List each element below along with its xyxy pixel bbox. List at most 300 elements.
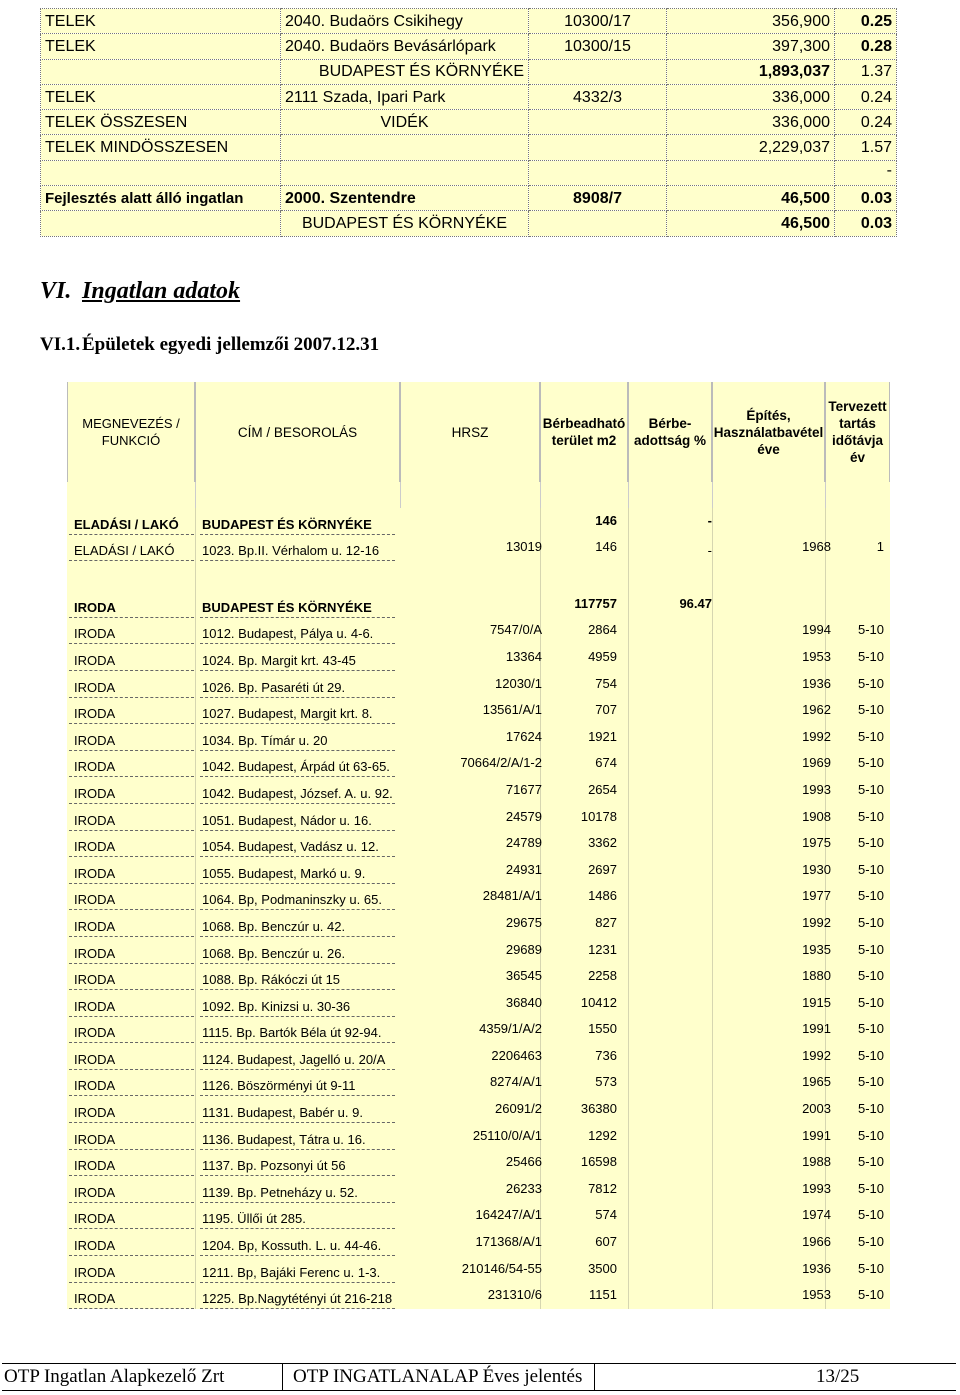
cell-year: 1991	[802, 1021, 831, 1037]
cell-year	[717, 591, 831, 618]
summary-cell-location: 2040. Budaörs Csikihegy	[281, 9, 529, 34]
summary-cell-category: TELEK	[41, 34, 281, 59]
summary-cell-category: TELEK	[41, 84, 281, 109]
cell-address: 1139. Bp. Petneházy u. 52.	[202, 1184, 358, 1200]
cell-occupancy	[622, 1123, 712, 1150]
summary-cell-location	[281, 160, 529, 185]
cell-area: 573	[595, 1074, 617, 1090]
cell-address: 1225. Bp.Nagytétényi út 216-218	[202, 1291, 393, 1307]
cell-address: 1137. Bp. Pozsonyi út 56	[202, 1158, 346, 1174]
cell-year: 1880	[802, 968, 831, 984]
cell-lease-term	[827, 508, 884, 535]
cell-year: 1962	[802, 702, 831, 718]
subsection-heading	[40, 334, 379, 356]
cell-area: 10178	[580, 808, 617, 824]
cell-area: 827	[595, 914, 617, 930]
cell-address: BUDAPEST ÉS KÖRNYÉKE	[202, 516, 372, 532]
header-name: MEGNEVEZÉS / FUNKCIÓ	[67, 382, 195, 482]
summary-cell-category: TELEK MINDÖSSZESEN	[41, 135, 281, 160]
table-row	[67, 1283, 890, 1310]
cell-lease-term: 5-10	[857, 755, 884, 771]
cell-year: 1935	[802, 941, 831, 957]
cell-function: IRODA	[74, 1238, 116, 1254]
cell-occupancy	[622, 964, 712, 991]
cell-address: 1092. Bp. Kinizsi u. 30-36	[202, 998, 351, 1014]
cell-hrsz: 2206463	[491, 1047, 542, 1063]
cell-address: 1051. Budapest, Nádor u. 16.	[202, 812, 372, 828]
summary-cell-category	[41, 211, 281, 236]
cell-occupancy	[622, 937, 712, 964]
summary-row	[41, 135, 897, 160]
summary-cell-location: BUDAPEST ÉS KÖRNYÉKE	[281, 211, 529, 236]
cell-address: 1042. Budapest, Árpád út 63-65.	[202, 759, 390, 775]
footer-page-number: 13/25	[816, 1366, 860, 1387]
cell-address: 1027. Budapest, Margit krt. 8.	[202, 706, 373, 722]
table-row	[67, 857, 890, 884]
cell-function: ELADÁSI / LAKÓ	[74, 543, 175, 559]
header-address: CÍM / BESOROLÁS	[195, 382, 400, 482]
cell-year: 1974	[802, 1207, 831, 1223]
cell-area: 736	[595, 1047, 617, 1063]
cell-occupancy	[622, 751, 712, 778]
header-year: Építés, Használatbavétel éve	[712, 382, 825, 482]
cell-year: 1953	[802, 1287, 831, 1303]
cell-year: 1991	[802, 1127, 831, 1143]
group-row	[67, 508, 890, 535]
cell-function: IRODA	[74, 1291, 116, 1307]
cell-lease-term: 5-10	[857, 808, 884, 824]
cell-year: 1953	[802, 648, 831, 664]
cell-address: BUDAPEST ÉS KÖRNYÉKE	[202, 599, 372, 615]
cell-occupancy	[622, 831, 712, 858]
cell-occupancy	[622, 1150, 712, 1177]
cell-occupancy	[622, 1283, 712, 1310]
cell-function: IRODA	[74, 679, 116, 695]
cell-function: IRODA	[74, 918, 116, 934]
cell-function: IRODA	[74, 1078, 116, 1094]
cell-occupancy: -	[707, 543, 712, 559]
table-row	[67, 884, 890, 911]
summary-row	[41, 84, 897, 109]
summary-cell-category	[41, 160, 281, 185]
cell-lease-term: 5-10	[857, 1101, 884, 1117]
spacer-row	[67, 561, 890, 591]
table-row	[67, 910, 890, 937]
header-lease: Tervezett tartás időtávja év	[825, 382, 890, 482]
cell-address: 1115. Bp. Bartók Béla út 92-94.	[202, 1025, 382, 1041]
table-row	[67, 990, 890, 1017]
cell-lease-term: 1	[876, 539, 884, 555]
cell-area: 3362	[588, 835, 617, 851]
cell-function: IRODA	[74, 1264, 116, 1280]
cell-address: 1068. Bp. Benczúr u. 26.	[202, 945, 346, 961]
summary-cell-percent: 0.25	[835, 9, 897, 34]
cell-hrsz: 25466	[505, 1154, 542, 1170]
cell-function: IRODA	[74, 1051, 116, 1067]
cell-year: 1966	[802, 1234, 831, 1250]
cell-address: 1131. Budapest, Babér u. 9.	[202, 1105, 363, 1121]
table-row	[67, 831, 890, 858]
cell-hrsz: 36840	[505, 994, 542, 1010]
cell-address: 1126. Böszörményi út 9-11	[202, 1078, 356, 1094]
cell-area: 10412	[580, 994, 617, 1010]
cell-hrsz: 29675	[505, 914, 542, 930]
footer-company: OTP Ingatlan Alapkezelő Zrt	[4, 1366, 225, 1387]
cell-area: 1550	[588, 1021, 617, 1037]
cell-area: 754	[595, 675, 617, 691]
cell-year: 1936	[802, 1260, 831, 1276]
cell-hrsz: 4359/1/A/2	[479, 1021, 542, 1037]
cell-hrsz: 231310/6	[487, 1287, 542, 1303]
cell-lease-term: 5-10	[857, 1287, 884, 1303]
section-title: Ingatlan adatok	[82, 278, 241, 304]
section-heading	[40, 278, 240, 305]
cell-area: 2697	[588, 861, 617, 877]
summary-cell-percent: 0.28	[835, 34, 897, 59]
cell-area: 607	[595, 1234, 617, 1250]
cell-hrsz: 28481/A/1	[482, 888, 542, 904]
cell-hrsz: 13561/A/1	[482, 702, 542, 718]
cell-address: 1195. Üllői út 285.	[202, 1211, 306, 1227]
summary-row	[41, 211, 897, 236]
summary-row	[41, 34, 897, 59]
cell-hrsz: 210146/54-55	[461, 1260, 542, 1276]
cell-year: 2003	[802, 1101, 831, 1117]
cell-occupancy	[622, 671, 712, 698]
cell-hrsz: 25110/0/A/1	[472, 1127, 542, 1143]
building-table-body	[67, 508, 890, 1309]
cell-function: IRODA	[74, 652, 116, 668]
cell-hrsz: 24931	[505, 861, 542, 877]
cell-hrsz: 70664/2/A/1-2	[460, 755, 542, 771]
cell-year: 1992	[802, 914, 831, 930]
table-row	[67, 1043, 890, 1070]
cell-hrsz: 13364	[505, 648, 542, 664]
summary-cell-value	[667, 160, 835, 185]
cell-address: 1054. Budapest, Vadász u. 12.	[202, 839, 379, 855]
cell-year: 1908	[802, 808, 831, 824]
table-row	[67, 1256, 890, 1283]
page-footer	[2, 1363, 956, 1391]
summary-cell-location: VIDÉK	[281, 110, 529, 135]
table-row	[67, 964, 890, 991]
cell-address: 1012. Budapest, Pálya u. 4-6.	[202, 626, 374, 642]
summary-row	[41, 110, 897, 135]
summary-cell-value: 1,893,037	[667, 59, 835, 84]
cell-function: IRODA	[74, 1158, 116, 1174]
summary-cell-value: 2,229,037	[667, 135, 835, 160]
cell-hrsz	[407, 591, 542, 618]
cell-occupancy	[622, 698, 712, 725]
cell-function: IRODA	[74, 599, 116, 615]
cell-hrsz: 12030/1	[495, 675, 542, 691]
table-row	[67, 1176, 890, 1203]
cell-year: 1930	[802, 861, 831, 877]
cell-lease-term: 5-10	[857, 1260, 884, 1276]
summary-row	[41, 160, 897, 185]
cell-hrsz: 7547/0/A	[489, 622, 542, 638]
summary-cell-value: 356,900	[667, 9, 835, 34]
cell-function: IRODA	[74, 998, 116, 1014]
cell-hrsz: 13019	[505, 539, 542, 555]
cell-function: IRODA	[74, 972, 116, 988]
cell-occupancy	[622, 857, 712, 884]
summary-cell-percent: 0.24	[835, 110, 897, 135]
cell-occupancy	[622, 777, 712, 804]
summary-cell-category	[41, 59, 281, 84]
cell-address: 1023. Bp.II. Vérhalom u. 12-16	[202, 543, 380, 559]
cell-area: 36380	[580, 1101, 617, 1117]
cell-lease-term: 5-10	[857, 1127, 884, 1143]
table-row	[67, 1017, 890, 1044]
cell-address: 1064. Bp, Podmaninszky u. 65.	[202, 892, 382, 908]
cell-lease-term: 5-10	[857, 728, 884, 744]
cell-lease-term: 5-10	[857, 1047, 884, 1063]
summary-cell-hrsz: 10300/17	[529, 9, 667, 34]
subsection-title: Épületek egyedi jellemzői 2007.12.31	[82, 334, 380, 355]
cell-hrsz: 29689	[505, 941, 542, 957]
cell-year: 1975	[802, 835, 831, 851]
cell-function: IRODA	[74, 1184, 116, 1200]
table-row	[67, 1229, 890, 1256]
table-row	[67, 724, 890, 751]
summary-cell-percent: 0.03	[835, 186, 897, 211]
cell-occupancy: -	[707, 512, 712, 528]
cell-occupancy	[622, 1017, 712, 1044]
cell-function: ELADÁSI / LAKÓ	[74, 516, 179, 532]
cell-address: 1042. Budapest, József. A. u. 92.	[202, 785, 393, 801]
summary-cell-percent: 1.37	[835, 59, 897, 84]
building-table-header	[67, 382, 890, 482]
cell-area: 146	[595, 539, 617, 555]
summary-cell-value: 336,000	[667, 110, 835, 135]
cell-year: 1936	[802, 675, 831, 691]
cell-occupancy	[622, 884, 712, 911]
table-row	[67, 1150, 890, 1177]
cell-address: 1124. Budapest, Jagelló u. 20/A	[202, 1051, 386, 1067]
summary-cell-location: BUDAPEST ÉS KÖRNYÉKE	[281, 59, 529, 84]
table-row	[67, 1123, 890, 1150]
table-row	[67, 804, 890, 831]
cell-year: 1965	[802, 1074, 831, 1090]
cell-occupancy	[622, 1176, 712, 1203]
cell-year: 1968	[802, 539, 831, 555]
cell-occupancy	[622, 724, 712, 751]
cell-hrsz: 171368/A/1	[475, 1234, 542, 1250]
cell-function: IRODA	[74, 785, 116, 801]
cell-function: IRODA	[74, 706, 116, 722]
cell-address: 1088. Bp. Rákóczi út 15	[202, 972, 341, 988]
cell-area: 16598	[580, 1154, 617, 1170]
cell-address: 1068. Bp. Benczúr u. 42.	[202, 918, 346, 934]
cell-lease-term: 5-10	[857, 888, 884, 904]
cell-lease-term: 5-10	[857, 914, 884, 930]
cell-occupancy	[622, 990, 712, 1017]
footer-report: OTP INGATLANALAP Éves jelentés	[293, 1366, 583, 1387]
cell-year: 1977	[802, 888, 831, 904]
summary-cell-percent: 0.03	[835, 211, 897, 236]
summary-row	[41, 186, 897, 211]
cell-lease-term	[827, 591, 884, 618]
summary-cell-category: Fejlesztés alatt álló ingatlan	[41, 186, 281, 211]
cell-occupancy: 96.47	[679, 595, 712, 611]
cell-occupancy	[622, 804, 712, 831]
cell-lease-term: 5-10	[857, 1154, 884, 1170]
cell-hrsz: 17624	[505, 728, 542, 744]
summary-cell-hrsz	[529, 110, 667, 135]
cell-function: IRODA	[74, 1211, 116, 1227]
table-row	[67, 644, 890, 671]
cell-occupancy	[622, 644, 712, 671]
table-row	[67, 777, 890, 804]
header-area: Bérbeadható terület m2	[540, 382, 628, 482]
cell-lease-term: 5-10	[857, 941, 884, 957]
table-row	[67, 1070, 890, 1097]
table-row	[67, 671, 890, 698]
cell-year: 1994	[802, 622, 831, 638]
cell-area: 2258	[588, 968, 617, 984]
cell-area: 1151	[589, 1287, 617, 1303]
table-row	[67, 937, 890, 964]
header-occupancy: Bérbe-adottság %	[628, 382, 712, 482]
cell-hrsz: 164247/A/1	[475, 1207, 542, 1223]
cell-area: 674	[595, 755, 617, 771]
cell-occupancy	[622, 1043, 712, 1070]
cell-area: 3500	[588, 1260, 617, 1276]
summary-cell-hrsz	[529, 160, 667, 185]
summary-cell-value: 397,300	[667, 34, 835, 59]
cell-function: IRODA	[74, 812, 116, 828]
cell-occupancy	[622, 1256, 712, 1283]
summary-cell-category: TELEK	[41, 9, 281, 34]
cell-function: IRODA	[74, 865, 116, 881]
cell-lease-term: 5-10	[857, 781, 884, 797]
cell-function: IRODA	[74, 626, 116, 642]
cell-occupancy	[622, 618, 712, 645]
summary-cell-hrsz	[529, 59, 667, 84]
summary-cell-value: 46,500	[667, 211, 835, 236]
cell-lease-term: 5-10	[857, 861, 884, 877]
cell-lease-term: 5-10	[857, 622, 884, 638]
section-number: VI.	[40, 278, 72, 304]
summary-cell-location: 2000. Szentendre	[281, 186, 529, 211]
cell-address: 1026. Bp. Pasaréti út 29.	[202, 679, 346, 695]
cell-area: 2654	[588, 781, 617, 797]
cell-hrsz: 8274/A/1	[489, 1074, 542, 1090]
table-row	[67, 751, 890, 778]
cell-lease-term: 5-10	[857, 968, 884, 984]
cell-lease-term: 5-10	[857, 702, 884, 718]
cell-function: IRODA	[74, 839, 116, 855]
cell-area: 574	[595, 1207, 617, 1223]
cell-lease-term: 5-10	[857, 1180, 884, 1196]
summary-cell-location: 2111 Szada, Ipari Park	[281, 84, 529, 109]
cell-lease-term: 5-10	[857, 1021, 884, 1037]
cell-address: 1211. Bp, Bajáki Ferenc u. 1-3.	[202, 1264, 381, 1280]
cell-occupancy	[622, 910, 712, 937]
cell-address: 1204. Bp, Kossuth. L. u. 44-46.	[202, 1238, 382, 1254]
cell-occupancy	[622, 1203, 712, 1230]
cell-function: IRODA	[74, 892, 116, 908]
cell-lease-term: 5-10	[857, 1074, 884, 1090]
cell-lease-term: 5-10	[857, 675, 884, 691]
summary-cell-category: TELEK ÖSSZESEN	[41, 110, 281, 135]
cell-lease-term: 5-10	[857, 1207, 884, 1223]
cell-function: IRODA	[74, 759, 116, 775]
header-hrsz: HRSZ	[400, 382, 540, 482]
cell-year: 1969	[802, 755, 831, 771]
summary-cell-location	[281, 135, 529, 160]
table-row	[67, 1096, 890, 1123]
cell-year: 1993	[802, 1180, 831, 1196]
cell-year: 1988	[802, 1154, 831, 1170]
cell-area: 1292	[588, 1127, 617, 1143]
cell-area: 117757	[574, 595, 617, 611]
property-summary-table	[40, 8, 897, 237]
table-row	[67, 535, 890, 562]
cell-area: 1921	[588, 728, 617, 744]
group-row	[67, 591, 890, 618]
cell-year: 1992	[802, 728, 831, 744]
cell-area: 146	[595, 512, 617, 528]
summary-cell-hrsz: 10300/15	[529, 34, 667, 59]
cell-year: 1915	[802, 994, 831, 1010]
cell-year: 1992	[802, 1047, 831, 1063]
cell-lease-term: 5-10	[857, 835, 884, 851]
cell-address: 1024. Bp. Margit krt. 43-45	[202, 652, 356, 668]
cell-area: 2864	[588, 622, 617, 638]
cell-address: 1136. Budapest, Tátra u. 16.	[202, 1131, 366, 1147]
summary-cell-hrsz	[529, 135, 667, 160]
subsection-number: VI.1.	[40, 334, 81, 355]
summary-cell-hrsz: 4332/3	[529, 84, 667, 109]
cell-address: 1055. Budapest, Markó u. 9.	[202, 865, 366, 881]
cell-hrsz	[407, 508, 542, 535]
cell-hrsz: 26233	[505, 1180, 542, 1196]
summary-row	[41, 9, 897, 34]
summary-cell-value: 336,000	[667, 84, 835, 109]
cell-function: IRODA	[74, 1025, 116, 1041]
table-row	[67, 618, 890, 645]
cell-area: 1231	[588, 941, 617, 957]
header-spacer	[67, 482, 890, 508]
cell-year: 1993	[802, 781, 831, 797]
cell-hrsz: 26091/2	[495, 1101, 542, 1117]
cell-lease-term: 5-10	[857, 1234, 884, 1250]
cell-function: IRODA	[74, 732, 116, 748]
cell-hrsz: 71677	[505, 781, 542, 797]
cell-area: 1486	[588, 888, 617, 904]
cell-occupancy	[622, 1096, 712, 1123]
summary-cell-value: 46,500	[667, 186, 835, 211]
summary-cell-hrsz	[529, 211, 667, 236]
cell-address: 1034. Bp. Tímár u. 20	[202, 732, 328, 748]
cell-function: IRODA	[74, 1105, 116, 1121]
cell-occupancy	[622, 1229, 712, 1256]
summary-cell-hrsz: 8908/7	[529, 186, 667, 211]
cell-lease-term: 5-10	[857, 994, 884, 1010]
table-row	[67, 1203, 890, 1230]
summary-cell-location: 2040. Budaörs Bevásárlópark	[281, 34, 529, 59]
summary-cell-percent: 1.57	[835, 135, 897, 160]
summary-row	[41, 59, 897, 84]
cell-area: 7812	[588, 1180, 617, 1196]
table-row	[67, 698, 890, 725]
cell-function: IRODA	[74, 1131, 116, 1147]
cell-hrsz: 24579	[505, 808, 542, 824]
summary-cell-percent: 0.24	[835, 84, 897, 109]
cell-area: 4959	[588, 648, 617, 664]
